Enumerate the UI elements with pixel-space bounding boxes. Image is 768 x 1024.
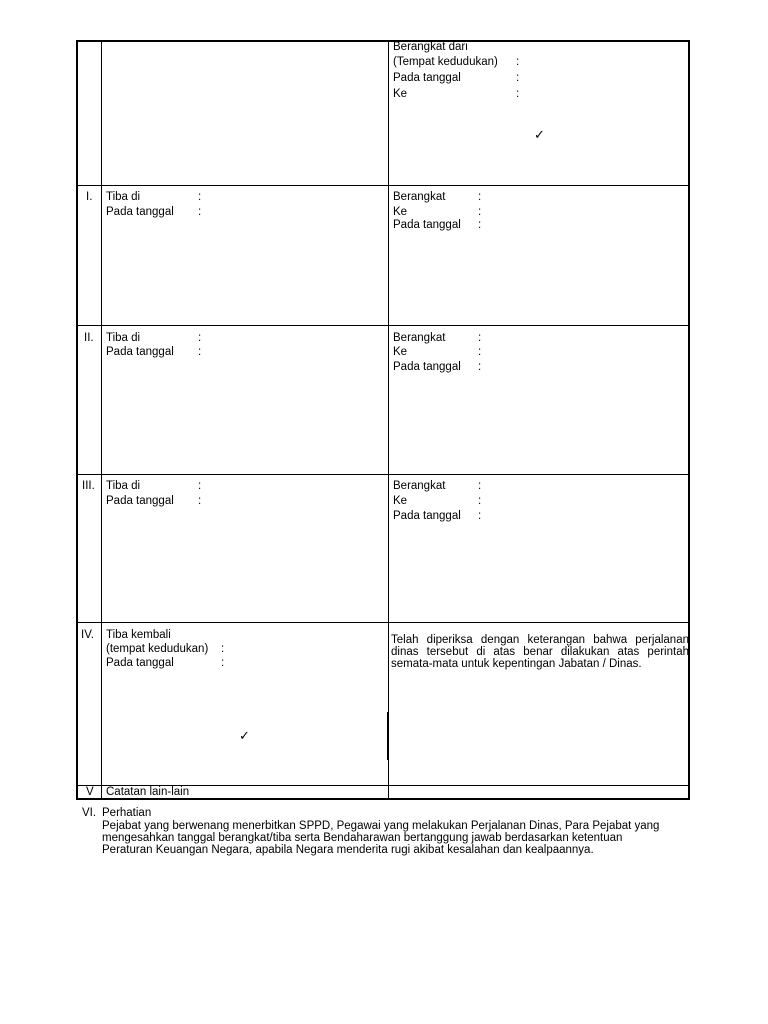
row-divider-3 [76,474,690,475]
verification-line-1: Telah diperiksa dengan keterangan bahwa perjalanan [391,634,689,646]
check-mark-icon: ✓ [534,128,545,143]
home-base-label: (Tempat kedudukan) [393,56,498,68]
home-base-colon: : [516,56,520,68]
departure-date-label: Pada tanggal [393,361,461,373]
home-base-label: (tempat kedudukan) [106,643,209,655]
depart-colon: : [478,480,482,492]
arrival-date-colon: : [198,206,202,218]
check-mark-icon: ✓ [239,729,250,744]
arrive-at-colon: : [198,191,202,203]
row-number: II. [84,332,94,344]
depart-label: Berangkat [393,480,446,492]
row-number: V [86,786,94,798]
return-date-label: Pada tanggal [106,657,174,669]
depart-colon: : [478,332,482,344]
destination-colon: : [478,206,482,218]
arrival-date-colon: : [198,495,202,507]
date-colon: : [516,72,520,84]
date-label: Pada tanggal [393,72,461,84]
departure-date-colon: : [478,510,482,522]
depart-label: Berangkat [393,191,446,203]
verification-line-2: dinas tersebut di atas benar dilakukan atas perintah [391,646,689,658]
row-number: III. [82,480,95,492]
arrive-at-label: Tiba di [106,480,141,492]
departure-date-colon: : [478,361,482,373]
arrival-date-colon: : [198,346,202,358]
attention-line-2: mengesahkan tanggal berangkat/tiba serta Bendaharawan bertanggung jawab berdasarkan ketentuan [102,832,623,844]
home-base-colon: : [221,643,225,655]
departure-date-label: Pada tanggal [393,219,461,231]
arrival-date-label: Pada tanggal [106,495,174,507]
attention-line-1: Pejabat yang berwenang menerbitkan SPPD, Pegawai yang melakukan Perjalanan Dinas, Para Pejabat yang [102,820,660,832]
depart-label: Berangkat [393,332,446,344]
number-column-divider [101,41,102,800]
arrival-date-label: Pada tanggal [106,346,174,358]
notes-label: Catatan lain-lain [106,786,190,798]
destination-colon: : [478,495,482,507]
destination-colon: : [478,346,482,358]
arrive-at-colon: : [198,332,202,344]
arrive-at-label: Tiba di [106,332,141,344]
destination-colon: : [516,88,520,100]
destination-label: Ke [393,346,408,358]
verification-line-3: semata-mata untuk kepentingan Jabatan / Dinas. [391,658,642,670]
row-number: I. [86,191,93,203]
departure-date-colon: : [478,219,482,231]
arrive-at-colon: : [198,480,202,492]
destination-label: Ke [393,495,408,507]
middle-column-divider [388,41,389,800]
arrival-date-label: Pada tanggal [106,206,174,218]
row-divider-4 [76,622,690,623]
depart-colon: : [478,191,482,203]
return-date-colon: : [221,657,225,669]
row-divider-2 [76,325,690,326]
row-number: IV. [81,629,95,641]
row-divider-1 [76,185,690,186]
destination-label: Ke [393,206,408,218]
departure-from-label: Berangkat dari [393,41,468,53]
departure-date-label: Pada tanggal [393,510,461,522]
return-label: Tiba kembali [106,629,171,641]
destination-label: Ke [393,88,408,100]
form-table [76,40,690,800]
attention-heading: Perhatian [102,807,152,819]
attention-line-3: Peraturan Keuangan Negara, apabila Negara menderita rugi akibat kesalahan dan kealpaannya. [102,844,594,856]
arrive-at-label: Tiba di [106,191,141,203]
section-number: VI. [82,807,97,819]
signature-bar [387,712,389,760]
